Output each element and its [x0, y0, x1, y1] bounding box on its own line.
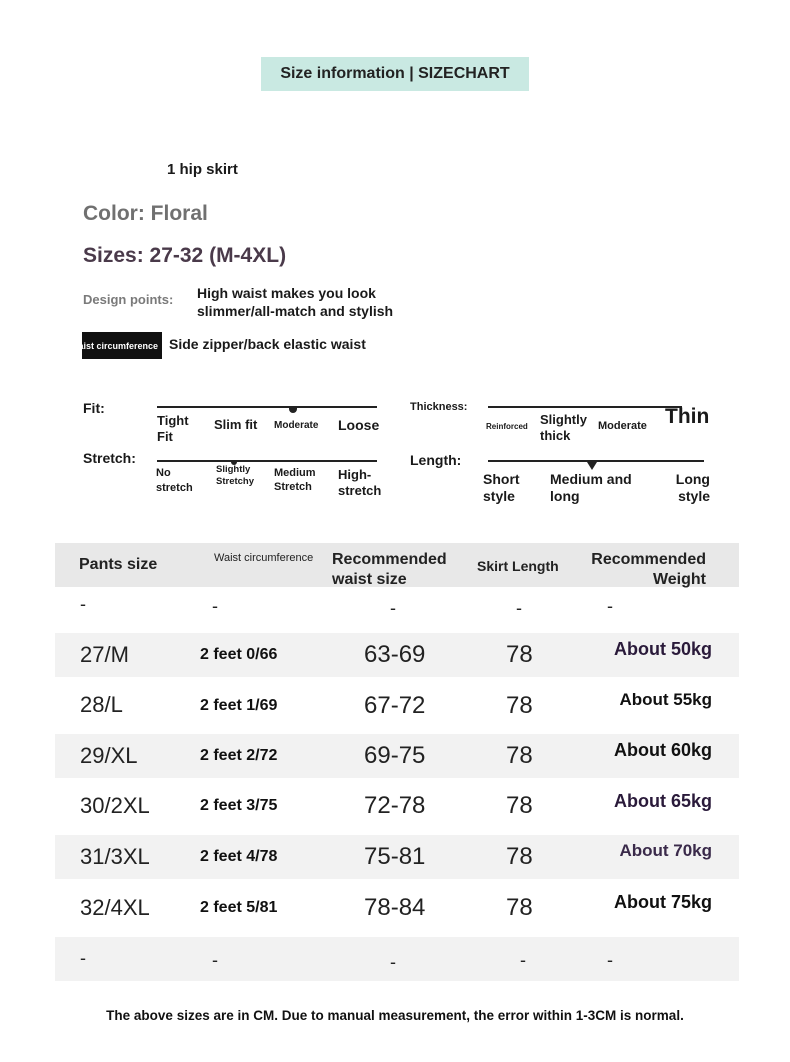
- row-waist-range: 78-84: [364, 894, 426, 921]
- dash-cell: -: [520, 950, 526, 970]
- fit-scale-line: [157, 406, 377, 408]
- design-points-text: High waist makes you look slimmer/all-match and stylish: [197, 285, 394, 319]
- table-row: [55, 937, 739, 981]
- row-length: 78: [506, 843, 533, 870]
- length-option-medium-long: Medium and long: [550, 471, 632, 504]
- row-length: 78: [506, 641, 533, 668]
- dash-cell: -: [607, 596, 613, 616]
- waist-tag: [70, 332, 162, 359]
- design-points-label: Design points:: [83, 292, 174, 307]
- fit-label: Fit:: [83, 400, 105, 416]
- stretch-option-high: High-stretch: [338, 467, 382, 498]
- color-info: Color: Floral: [83, 202, 208, 225]
- measurement-note: The above sizes are in CM. Due to manual measurement, the error within 1-3CM is normal.: [106, 1008, 684, 1023]
- row-length: 78: [506, 692, 533, 719]
- thickness-scale-line: [488, 406, 682, 408]
- header-skirt-length: Skirt Length: [477, 558, 559, 574]
- fit-option-loose: Loose: [338, 417, 380, 433]
- row-waist-range: 67-72: [364, 692, 426, 719]
- dash-cell: -: [80, 594, 86, 614]
- row-weight: About 65kg: [613, 791, 712, 811]
- row-weight: About 70kg: [619, 841, 712, 860]
- fit-option-tight: Tight Fit: [157, 413, 189, 444]
- dash-cell: -: [390, 598, 396, 618]
- fit-option-slim: Slim fit: [214, 417, 258, 432]
- row-length: 78: [506, 894, 533, 921]
- length-option-short: Short style: [483, 471, 520, 504]
- product-name: 1 hip skirt: [167, 161, 238, 178]
- row-size: 30/2XL: [80, 793, 150, 818]
- row-waist-range: 75-81: [364, 843, 426, 870]
- thickness-label: Thickness:: [410, 401, 468, 413]
- row-length: 78: [506, 792, 533, 819]
- fit-selected-marker: [289, 407, 297, 413]
- row-weight: About 75kg: [613, 892, 712, 912]
- row-waist-range: 72-78: [364, 792, 426, 819]
- waist-tag-label: Waist circumference: [70, 340, 158, 351]
- row-waist-feet: 2 feet 4/78: [200, 848, 278, 865]
- size-chart-title: Size information | SIZECHART: [261, 57, 529, 91]
- thickness-option-moderate: Moderate: [598, 420, 647, 432]
- dash-cell: -: [516, 598, 522, 618]
- row-size: 32/4XL: [80, 895, 150, 920]
- row-waist-feet: 2 feet 0/66: [200, 646, 278, 663]
- row-waist-range: 63-69: [364, 641, 426, 668]
- row-waist-feet: 2 feet 3/75: [200, 797, 278, 814]
- length-option-long: Long style: [675, 471, 710, 504]
- row-length: 78: [506, 742, 533, 769]
- row-size: 27/M: [80, 642, 129, 667]
- sizes-info: Sizes: 27-32 (M-4XL): [83, 244, 287, 267]
- stretch-option-medium: Medium Stretch: [274, 467, 316, 493]
- header-waist: Waist circumference: [214, 552, 314, 564]
- thickness-option-reinforced: Reinforced: [486, 422, 528, 431]
- row-waist-feet: 2 feet 1/69: [200, 697, 278, 714]
- waist-description: Side zipper/back elastic waist: [169, 336, 366, 352]
- row-size: 31/3XL: [80, 844, 150, 869]
- row-weight: About 50kg: [613, 639, 712, 659]
- header-recommended-weight: Recommended Weight: [591, 551, 706, 588]
- fit-option-moderate: Moderate: [274, 420, 319, 431]
- length-selected-marker: [587, 462, 597, 470]
- dash-cell: -: [607, 950, 613, 970]
- thickness-option-thin: Thin: [665, 405, 710, 428]
- row-weight: About 55kg: [619, 690, 712, 709]
- row-waist-feet: 2 feet 2/72: [200, 747, 278, 764]
- row-size: 29/XL: [80, 743, 138, 768]
- thickness-option-slightly-thick: Slightly thick: [540, 412, 587, 443]
- header-recommended-waist: Recommended waist size: [332, 551, 447, 588]
- stretch-scale-line: [157, 460, 377, 462]
- dash-cell: -: [390, 952, 396, 972]
- dash-cell: -: [80, 948, 86, 968]
- stretch-label: Stretch:: [83, 450, 136, 466]
- header-pants-size: Pants size: [79, 556, 158, 573]
- dash-cell: -: [212, 596, 218, 616]
- row-weight: About 60kg: [613, 740, 712, 760]
- dash-cell: -: [212, 950, 218, 970]
- stretch-option-none: No stretch: [156, 467, 193, 494]
- row-waist-range: 69-75: [364, 742, 426, 769]
- row-waist-feet: 2 feet 5/81: [200, 899, 278, 916]
- length-label: Length:: [410, 452, 462, 468]
- stretch-option-slight: Slightly Stretchy: [216, 464, 255, 487]
- row-size: 28/L: [80, 692, 123, 717]
